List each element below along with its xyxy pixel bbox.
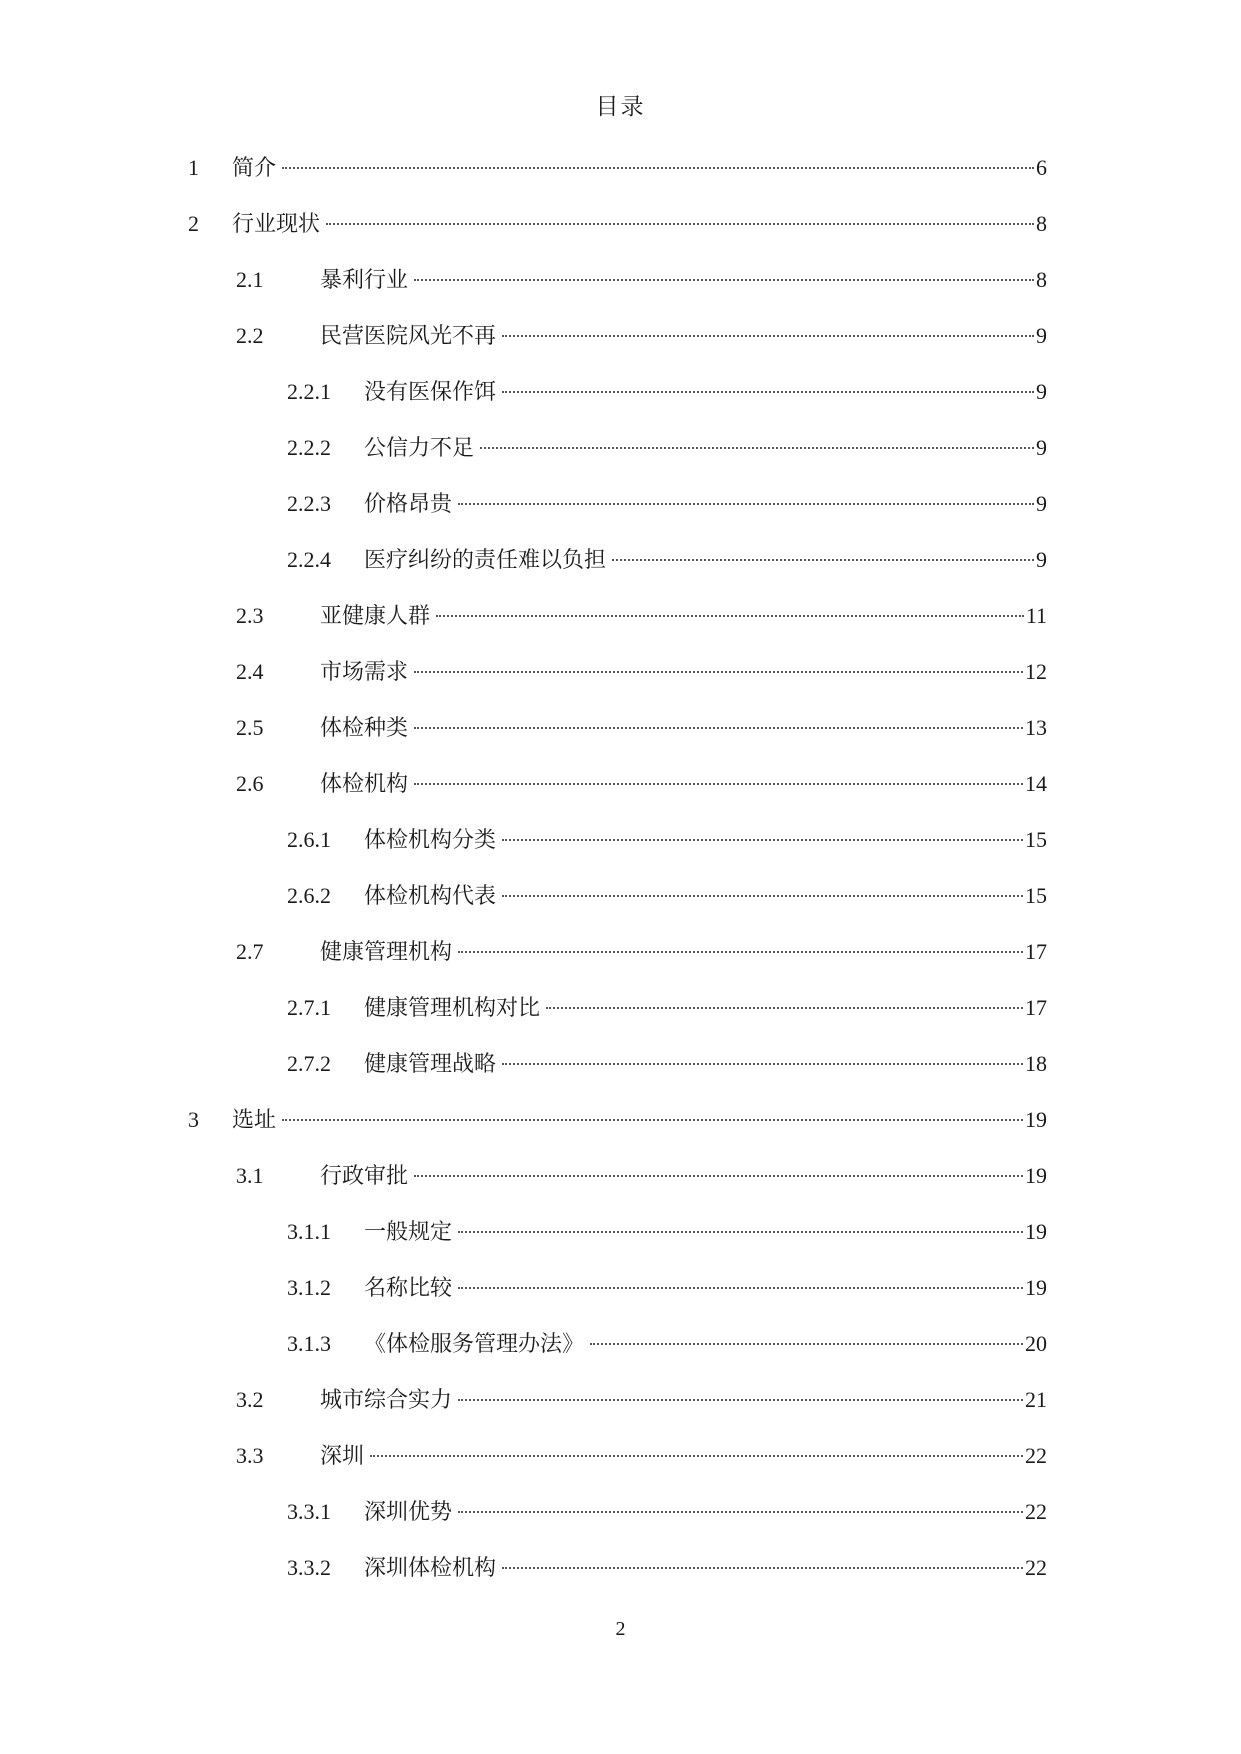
toc-entry[interactable] [0,812,1241,868]
toc-entry[interactable] [0,1204,1241,1260]
toc-entry-page: 14 [1025,771,1047,796]
toc-entry-page: 22 [1025,1555,1047,1580]
toc-entry-page: 9 [1036,379,1047,404]
dot-leader [546,1007,1023,1009]
toc-entry-number: 2.2.3 [287,491,331,516]
toc-entry-page: 18 [1025,1051,1047,1076]
toc-entry[interactable] [0,1372,1241,1428]
toc-entry-number: 2.7 [236,939,264,964]
dot-leader [326,223,1034,225]
toc-entry-page: 9 [1036,547,1047,572]
toc-entry-body [364,1204,1047,1260]
toc-entry-number: 3 [188,1107,199,1132]
toc-entry-number: 2.2.4 [287,547,331,572]
toc-entry-body [320,1148,1047,1204]
toc-entry-page: 15 [1025,883,1047,908]
toc-entry-page: 9 [1036,491,1047,516]
toc-entry[interactable] [0,1484,1241,1540]
toc-entry-label: 健康管理战略 [364,1051,497,1076]
toc-entry-body [364,980,1047,1036]
toc-entry-number: 2.4 [236,659,264,684]
dot-leader [458,1231,1023,1233]
dot-leader [502,895,1023,897]
dot-leader [480,447,1034,449]
toc-entry-label: 暴利行业 [320,267,409,292]
toc-entry-label: 深圳体检机构 [364,1555,497,1580]
toc-entry-label: 深圳优势 [364,1499,453,1524]
toc-entry-body [364,1036,1047,1092]
dot-leader [458,1399,1023,1401]
toc-entry-label: 名称比较 [364,1275,453,1300]
toc-entry[interactable] [0,1148,1241,1204]
toc-entry-body [320,924,1047,980]
toc-entry-body [364,1260,1047,1316]
dot-leader [502,391,1034,393]
toc-entry-body [364,812,1047,868]
toc-entry[interactable] [0,1036,1241,1092]
toc-entry[interactable] [0,420,1241,476]
toc-entry-body [320,1372,1047,1428]
toc-entry[interactable] [0,980,1241,1036]
toc-entry-number: 3.3 [236,1443,264,1468]
toc-entry-label: 一般规定 [364,1219,453,1244]
toc-entry[interactable] [0,1316,1241,1372]
toc-entry-number: 2.5 [236,715,264,740]
toc-entry[interactable] [0,308,1241,364]
toc-entry-number: 2 [188,211,199,236]
dot-leader [458,503,1034,505]
toc-entry-number: 3.1.2 [287,1275,331,1300]
dot-leader [458,951,1023,953]
toc-entry-number: 3.1.1 [287,1219,331,1244]
toc-entry-page: 9 [1036,323,1047,348]
toc-entry-number: 3.1.3 [287,1331,331,1356]
toc-entry-body [364,1484,1047,1540]
toc-entry-label: 价格昂贵 [364,491,453,516]
toc-entry-number: 2.3 [236,603,264,628]
toc-entry[interactable] [0,1428,1241,1484]
toc-entry-page: 9 [1036,435,1047,460]
toc-entry-body [364,868,1047,924]
toc-entry-label: 简介 [232,155,277,180]
toc-entry-body [232,196,1047,252]
toc-entry-body [320,700,1047,756]
toc-entry[interactable] [0,1540,1241,1596]
toc-entry[interactable] [0,196,1241,252]
toc-entry-label: 选址 [232,1107,277,1132]
dot-leader [502,335,1034,337]
page-number: 2 [615,1618,626,1640]
toc-title: 目录 [595,94,646,119]
dot-leader [502,1567,1023,1569]
toc-entry-label: 民营医院风光不再 [320,323,497,348]
toc-entry-page: 19 [1025,1163,1047,1188]
dot-leader [370,1455,1023,1457]
toc-entry-number: 1 [188,155,199,180]
toc-entry-number: 2.2.2 [287,435,331,460]
toc-entry-page: 19 [1025,1107,1047,1132]
toc-entry-page: 22 [1025,1499,1047,1524]
toc-entry-number: 3.3.1 [287,1499,331,1524]
toc-entry-number: 2.7.2 [287,1051,331,1076]
toc-entry-body [232,140,1047,196]
toc-entry-page: 15 [1025,827,1047,852]
toc-entry-number: 2.6.1 [287,827,331,852]
toc-entry-page: 11 [1025,603,1047,628]
dot-leader [414,783,1023,785]
toc-entry-body [320,756,1047,812]
toc-entry-page: 20 [1025,1331,1047,1356]
toc-entry[interactable] [0,924,1241,980]
toc-entry[interactable] [0,1260,1241,1316]
toc-entry[interactable] [0,588,1241,644]
toc-entry-label: 体检机构代表 [364,883,497,908]
toc-entry-page: 22 [1025,1443,1047,1468]
toc-entry-number: 3.3.2 [287,1555,331,1580]
dot-leader [414,671,1023,673]
toc-entry-number: 2.6 [236,771,264,796]
toc-entry[interactable] [0,140,1241,196]
toc-entry-number: 2.6.2 [287,883,331,908]
toc-entry-page: 12 [1025,659,1047,684]
toc-entry-body [320,252,1047,308]
dot-leader [436,615,1024,617]
toc-entry-body [364,364,1047,420]
toc-entry-page: 19 [1025,1275,1047,1300]
toc-entry-body [364,1540,1047,1596]
toc-entry[interactable] [0,868,1241,924]
toc-entry-label: 没有医保作饵 [364,379,497,404]
toc-entry-body [320,588,1047,644]
dot-leader [414,727,1023,729]
toc-entry-label: 城市综合实力 [320,1387,453,1412]
toc-entry-body [364,476,1047,532]
toc-entry-page: 21 [1025,1387,1047,1412]
toc-entry-label: 体检机构 [320,771,409,796]
toc-entry-label: 公信力不足 [364,435,475,460]
dot-leader [282,167,1034,169]
toc-entry-label: 健康管理机构对比 [364,995,541,1020]
dot-leader [458,1287,1023,1289]
toc-entry[interactable] [0,1092,1241,1148]
toc-entry-body [320,644,1047,700]
toc-entry[interactable] [0,756,1241,812]
dot-leader [414,279,1034,281]
toc-entry-page: 6 [1036,155,1047,180]
dot-leader [612,559,1034,561]
toc-entry-label: 健康管理机构 [320,939,453,964]
toc-entry-body [320,1428,1047,1484]
dot-leader [502,839,1023,841]
toc-entry-label: 医疗纠纷的责任难以负担 [364,547,607,572]
toc-entry-number: 2.7.1 [287,995,331,1020]
toc-entry-label: 行政审批 [320,1163,409,1188]
toc-entry-label: 亚健康人群 [320,603,431,628]
toc-entry-label: 深圳 [320,1443,365,1468]
dot-leader [458,1511,1023,1513]
toc-entry-label: 行业现状 [232,211,321,236]
toc-entry-page: 8 [1036,211,1047,236]
toc-entry-label: 《体检服务管理办法》 [364,1331,585,1356]
dot-leader [590,1343,1023,1345]
toc-entry[interactable] [0,700,1241,756]
toc-entry-number: 3.2 [236,1387,264,1412]
toc-entry[interactable] [0,364,1241,420]
toc-entry-page: 17 [1025,995,1047,1020]
toc-entry-body [364,420,1047,476]
toc-entry-label: 体检机构分类 [364,827,497,852]
toc-entry[interactable] [0,476,1241,532]
toc-entry-number: 2.1 [236,267,264,292]
toc-entry[interactable] [0,532,1241,588]
dot-leader [282,1119,1023,1121]
toc-entry-label: 市场需求 [320,659,409,684]
toc-entry-body [320,308,1047,364]
toc-entry-number: 2.2.1 [287,379,331,404]
toc-entry-page: 17 [1025,939,1047,964]
toc-entry-number: 2.2 [236,323,264,348]
toc-entry-number: 3.1 [236,1163,264,1188]
toc-entry[interactable] [0,644,1241,700]
toc-entry-body [364,1316,1047,1372]
toc-entry-page: 8 [1036,267,1047,292]
toc-entry-page: 19 [1025,1219,1047,1244]
dot-leader [502,1063,1023,1065]
toc-list [0,140,1241,1596]
toc-entry-page: 13 [1025,715,1047,740]
dot-leader [414,1175,1023,1177]
toc-entry-body [364,532,1047,588]
toc-entry-label: 体检种类 [320,715,409,740]
toc-entry[interactable] [0,252,1241,308]
toc-entry-body [232,1092,1047,1148]
